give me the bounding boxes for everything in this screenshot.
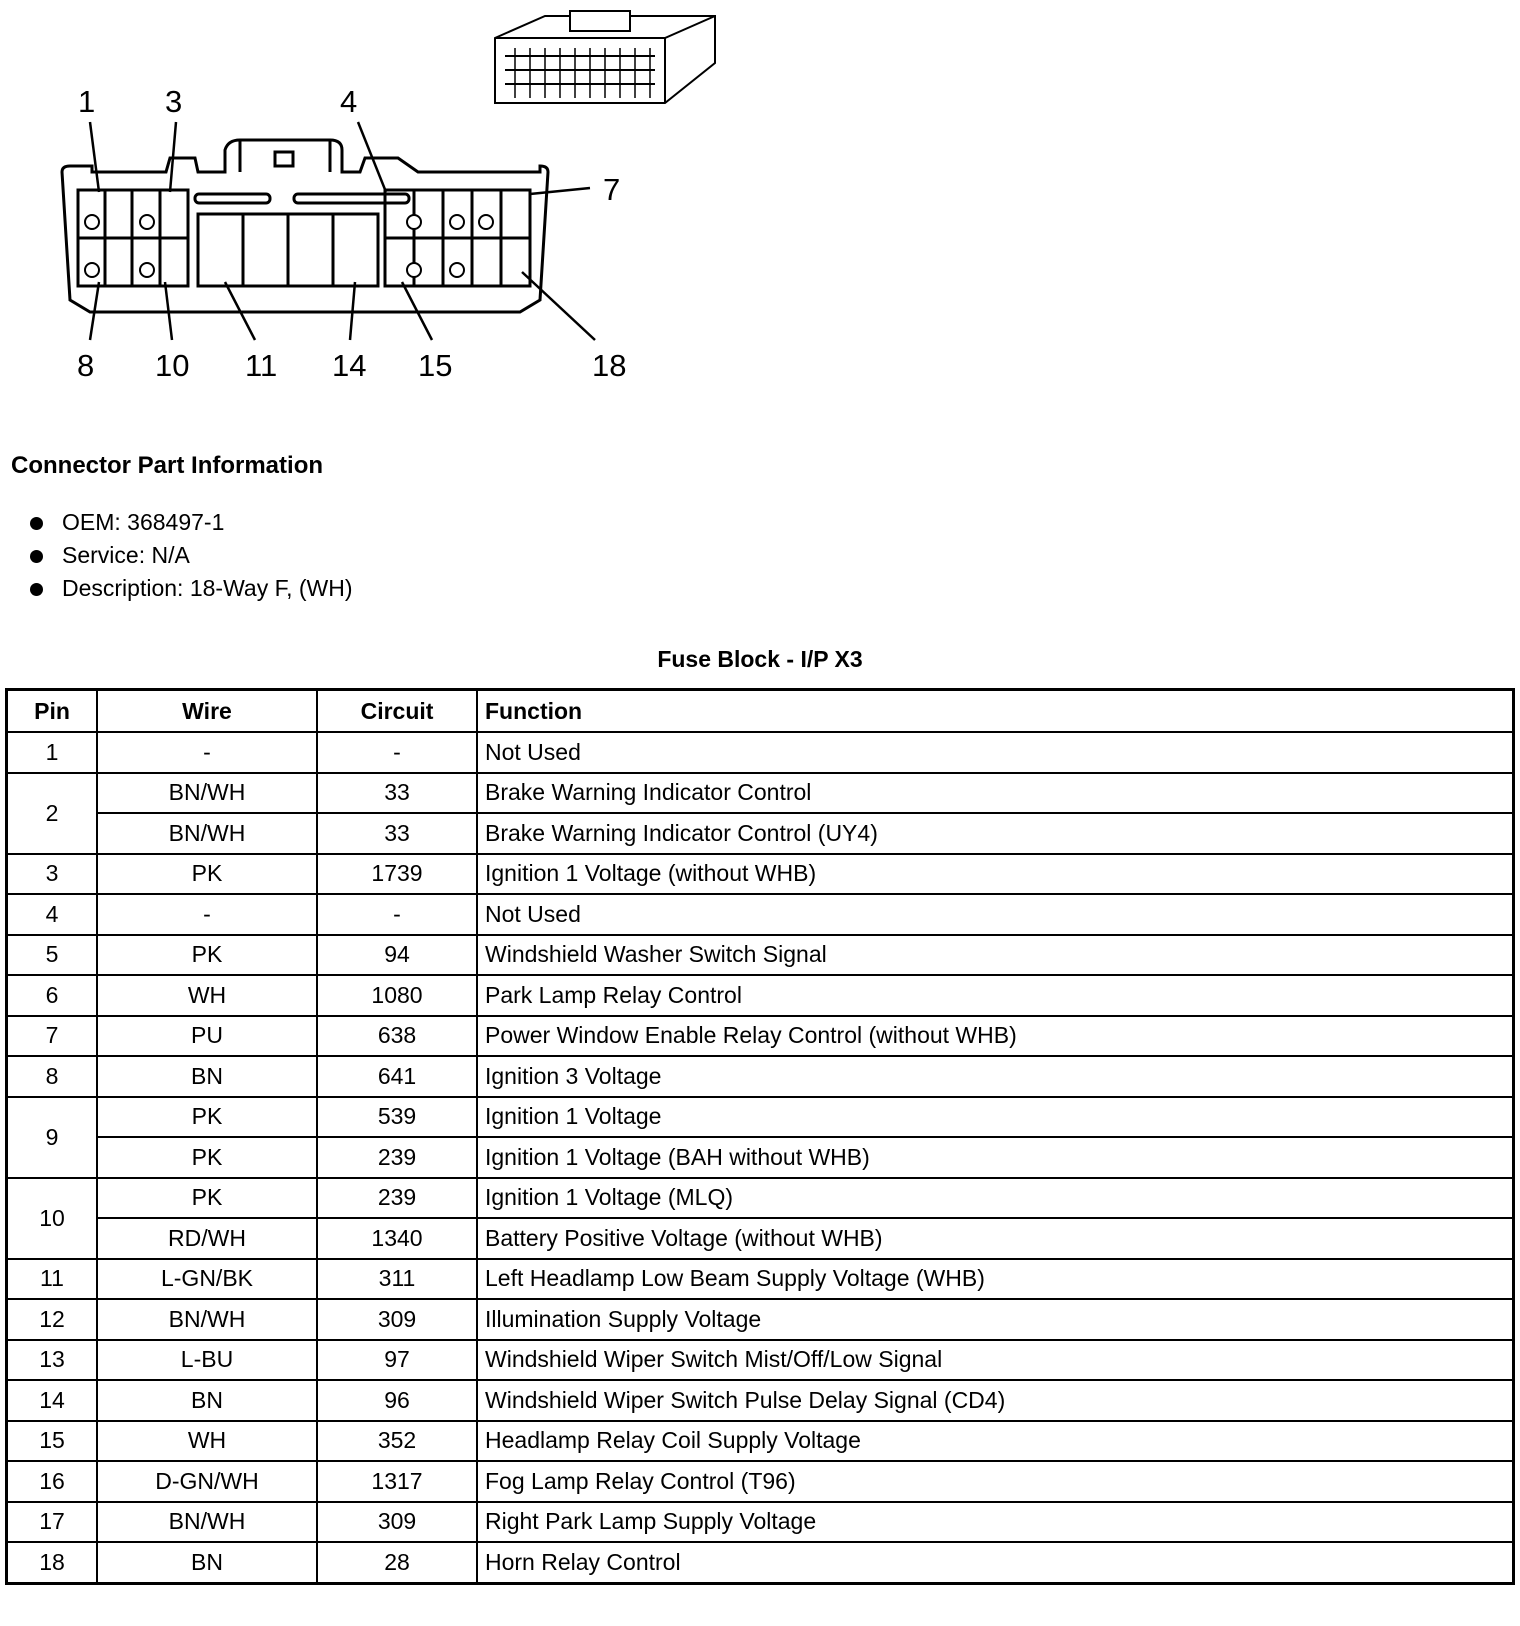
cell-circuit: 94 [317, 935, 477, 976]
cell-circuit: 309 [317, 1502, 477, 1543]
pin-label-bottom-8: 8 [77, 348, 95, 383]
cell-function: Headlamp Relay Coil Supply Voltage [477, 1421, 1514, 1462]
cell-circuit: 1317 [317, 1461, 477, 1502]
cell-circuit: 1080 [317, 975, 477, 1016]
cell-function: Not Used [477, 894, 1514, 935]
cell-pin: 11 [7, 1259, 98, 1300]
cell-wire: - [97, 894, 317, 935]
cell-circuit: - [317, 732, 477, 773]
cell-function: Horn Relay Control [477, 1542, 1514, 1583]
cell-pin: 3 [7, 854, 98, 895]
cell-function: Illumination Supply Voltage [477, 1299, 1514, 1340]
table-row [7, 1137, 1514, 1178]
table-row [7, 975, 1514, 1016]
table-row [7, 1340, 1514, 1381]
cell-pin: 17 [7, 1502, 98, 1543]
table-row [7, 732, 1514, 773]
cell-wire: PK [97, 1097, 317, 1138]
cell-function: Windshield Wiper Switch Pulse Delay Signal (CD4) [477, 1380, 1514, 1421]
cell-wire: BN [97, 1380, 317, 1421]
table-row [7, 1218, 1514, 1259]
info-description: Description: 18-Way F, (WH) [30, 572, 353, 605]
cell-pin: 15 [7, 1421, 98, 1462]
cell-pin: 5 [7, 935, 98, 976]
cell-circuit: 33 [317, 773, 477, 814]
table-row [7, 1178, 1514, 1219]
table-header-row [7, 690, 1514, 733]
cell-wire: PK [97, 1137, 317, 1178]
cell-function: Ignition 1 Voltage (MLQ) [477, 1178, 1514, 1219]
table-body [7, 732, 1514, 1583]
cell-wire: WH [97, 975, 317, 1016]
cell-circuit: 28 [317, 1542, 477, 1583]
cell-circuit: 539 [317, 1097, 477, 1138]
cell-circuit: 352 [317, 1421, 477, 1462]
cell-pin: 12 [7, 1299, 98, 1340]
pin-label-bottom-10: 10 [155, 348, 190, 383]
table-row [7, 1299, 1514, 1340]
connector-diagram [0, 0, 760, 400]
cell-circuit: 1739 [317, 854, 477, 895]
cell-function: Not Used [477, 732, 1514, 773]
cell-circuit: 641 [317, 1056, 477, 1097]
cell-pin: 2 [7, 773, 98, 854]
cell-function: Park Lamp Relay Control [477, 975, 1514, 1016]
cell-circuit: - [317, 894, 477, 935]
cell-wire: WH [97, 1421, 317, 1462]
cell-wire: PU [97, 1016, 317, 1057]
cell-function: Ignition 1 Voltage (BAH without WHB) [477, 1137, 1514, 1178]
table-row [7, 1259, 1514, 1300]
connector-face-view [0, 0, 760, 400]
cell-wire: BN/WH [97, 1299, 317, 1340]
cell-pin: 8 [7, 1056, 98, 1097]
cell-wire: RD/WH [97, 1218, 317, 1259]
cell-circuit: 33 [317, 813, 477, 854]
cell-pin: 1 [7, 732, 98, 773]
cell-circuit: 311 [317, 1259, 477, 1300]
cell-pin: 14 [7, 1380, 98, 1421]
cell-circuit: 97 [317, 1340, 477, 1381]
table-row [7, 1542, 1514, 1583]
cell-circuit: 638 [317, 1016, 477, 1057]
connector-info-list [30, 506, 353, 605]
cell-pin: 10 [7, 1178, 98, 1259]
pinout-table [5, 688, 1515, 1585]
table-row [7, 1016, 1514, 1057]
table-row [7, 935, 1514, 976]
cell-pin: 9 [7, 1097, 98, 1178]
cell-wire: - [97, 732, 317, 773]
cell-wire: BN [97, 1056, 317, 1097]
cell-wire: L-BU [97, 1340, 317, 1381]
cell-wire: PK [97, 1178, 317, 1219]
pin-label-top-1: 1 [78, 84, 96, 119]
cell-pin: 6 [7, 975, 98, 1016]
cell-wire: PK [97, 935, 317, 976]
cell-function: Ignition 1 Voltage (without WHB) [477, 854, 1514, 895]
cell-wire: D-GN/WH [97, 1461, 317, 1502]
info-oem: OEM: 368497-1 [30, 506, 353, 539]
cell-circuit: 1340 [317, 1218, 477, 1259]
cell-function: Fog Lamp Relay Control (T96) [477, 1461, 1514, 1502]
table-row [7, 1461, 1514, 1502]
cell-circuit: 96 [317, 1380, 477, 1421]
cell-circuit: 239 [317, 1178, 477, 1219]
cell-function: Left Headlamp Low Beam Supply Voltage (WHB) [477, 1259, 1514, 1300]
table-row [7, 1056, 1514, 1097]
cell-wire: BN/WH [97, 1502, 317, 1543]
cell-function: Right Park Lamp Supply Voltage [477, 1502, 1514, 1543]
pin-label-right-7: 7 [603, 172, 621, 207]
cell-wire: L-GN/BK [97, 1259, 317, 1300]
cell-wire: BN/WH [97, 813, 317, 854]
table-caption: Fuse Block - I/P X3 [657, 646, 863, 672]
cell-wire: PK [97, 854, 317, 895]
cell-wire: BN/WH [97, 773, 317, 814]
connector-info-title: Connector Part Information [11, 452, 324, 479]
table-row [7, 773, 1514, 814]
pin-label-top-4: 4 [340, 84, 358, 119]
pin-label-bottom-18: 18 [592, 348, 627, 383]
cell-pin: 7 [7, 1016, 98, 1057]
cell-function: Battery Positive Voltage (without WHB) [477, 1218, 1514, 1259]
table-row [7, 813, 1514, 854]
cell-function: Brake Warning Indicator Control [477, 773, 1514, 814]
table-row [7, 1380, 1514, 1421]
info-service: Service: N/A [30, 539, 353, 572]
table-row [7, 854, 1514, 895]
table-row [7, 894, 1514, 935]
table-row [7, 1097, 1514, 1138]
cell-pin: 13 [7, 1340, 98, 1381]
header-wire: Wire [97, 690, 317, 733]
cell-function: Ignition 1 Voltage [477, 1097, 1514, 1138]
cell-circuit: 239 [317, 1137, 477, 1178]
pin-label-bottom-14: 14 [332, 348, 367, 383]
cell-pin: 18 [7, 1542, 98, 1583]
cell-function: Power Window Enable Relay Control (without WHB) [477, 1016, 1514, 1057]
header-circuit: Circuit [317, 690, 477, 733]
cell-function: Windshield Wiper Switch Mist/Off/Low Signal [477, 1340, 1514, 1381]
cell-pin: 4 [7, 894, 98, 935]
pin-label-bottom-11: 11 [245, 348, 278, 383]
cell-pin: 16 [7, 1461, 98, 1502]
cell-function: Ignition 3 Voltage [477, 1056, 1514, 1097]
pin-label-bottom-15: 15 [418, 348, 453, 383]
table-row [7, 1502, 1514, 1543]
table-row [7, 1421, 1514, 1462]
cell-function: Windshield Washer Switch Signal [477, 935, 1514, 976]
cell-function: Brake Warning Indicator Control (UY4) [477, 813, 1514, 854]
pin-label-top-3: 3 [165, 84, 183, 119]
header-pin: Pin [7, 690, 98, 733]
cell-circuit: 309 [317, 1299, 477, 1340]
cell-wire: BN [97, 1542, 317, 1583]
header-function: Function [477, 690, 1514, 733]
